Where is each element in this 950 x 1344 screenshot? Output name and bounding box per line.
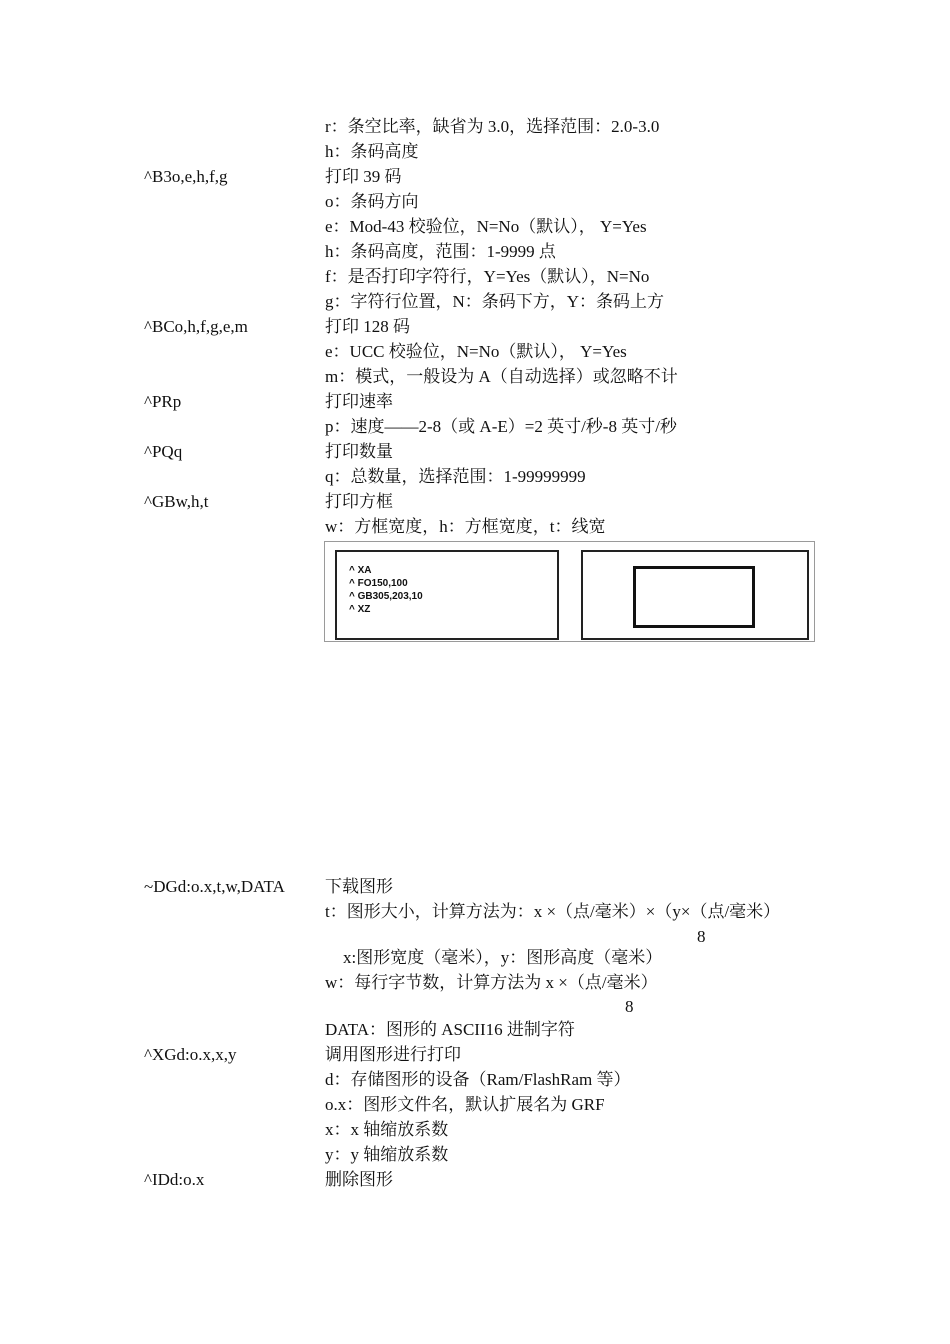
desc-h-height: h：条码高度 (325, 142, 419, 161)
desc-gb-title: 打印方框 (325, 492, 393, 511)
desc-pr-title: 打印速率 (325, 392, 393, 411)
desc-b3-f: f：是否打印字符行，Y=Yes（默认），N=No (325, 267, 650, 286)
cmd-pr: ^PRp (144, 392, 182, 411)
desc-dg-t-denominator: 8 (697, 927, 706, 946)
desc-b3-h: h：条码高度，范围：1-9999 点 (325, 242, 556, 261)
zpl-code-line: ^ FO150,100 (349, 578, 408, 589)
gb-example-figure (324, 541, 815, 642)
zpl-code-text (349, 564, 423, 616)
desc-bc-title: 打印 128 码 (325, 317, 410, 336)
desc-id-title: 删除图形 (325, 1170, 393, 1189)
zpl-code-box (335, 550, 559, 640)
desc-b3-o: o：条码方向 (325, 192, 419, 211)
desc-dg-title: 下载图形 (325, 877, 393, 896)
printed-rectangle (633, 566, 755, 628)
desc-r-ratio: r：条空比率，缺省为 3.0，选择范围：2.0-3.0 (325, 117, 660, 136)
desc-dg-w-formula: w：每行字节数，计算方法为 x ×（点/毫米） (325, 973, 658, 992)
zpl-code-line: ^ GB305,203,10 (349, 591, 423, 602)
desc-gb-whv: w：方框宽度，h：方框宽度，t：线宽 (325, 517, 606, 536)
cmd-pq: ^PQq (144, 442, 183, 461)
cmd-b3: ^B3o,e,h,f,g (144, 167, 228, 186)
desc-xg-x: x：x 轴缩放系数 (325, 1120, 449, 1139)
desc-xg-title: 调用图形进行打印 (325, 1045, 461, 1064)
cmd-gb: ^GBw,h,t (144, 492, 209, 511)
zpl-code-line: ^ XA (349, 565, 372, 576)
desc-bc-e: e：UCC 校验位，N=No（默认）， Y=Yes (325, 342, 627, 361)
desc-dg-t-formula: t：图形大小，计算方法为：x ×（点/毫米）×（y×（点/毫米） (325, 902, 781, 921)
label-preview-box (581, 550, 809, 640)
desc-b3-e: e：Mod-43 校验位，N=No（默认）， Y=Yes (325, 217, 647, 236)
cmd-id: ^IDd:o.x (144, 1170, 205, 1189)
desc-b3-g: g：字符行位置，N：条码下方，Y：条码上方 (325, 292, 665, 311)
desc-pq-q: q：总数量，选择范围：1-99999999 (325, 467, 586, 486)
desc-xg-y: y：y 轴缩放系数 (325, 1145, 449, 1164)
desc-dg-xy: x:图形宽度（毫米），y：图形高度（毫米） (343, 948, 663, 967)
desc-pq-title: 打印数量 (325, 442, 393, 461)
desc-bc-m: m：模式，一般设为 A（自动选择）或忽略不计 (325, 367, 678, 386)
zpl-code-line: ^ XZ (349, 604, 371, 615)
desc-b3-title: 打印 39 码 (325, 167, 402, 186)
cmd-xg: ^XGd:o.x,x,y (144, 1045, 237, 1064)
cmd-bc: ^BCo,h,f,g,e,m (144, 317, 248, 336)
desc-xg-ox: o.x：图形文件名，默认扩展名为 GRF (325, 1095, 605, 1114)
desc-xg-d: d：存储图形的设备（Ram/FlashRam 等） (325, 1070, 631, 1089)
desc-dg-w-denominator: 8 (625, 997, 634, 1016)
desc-pr-p: p：速度——2-8（或 A-E）=2 英寸/秒-8 英寸/秒 (325, 417, 677, 436)
cmd-dg: ~DGd:o.x,t,w,DATA (144, 877, 285, 896)
desc-dg-data: DATA：图形的 ASCII16 进制字符 (325, 1020, 575, 1039)
